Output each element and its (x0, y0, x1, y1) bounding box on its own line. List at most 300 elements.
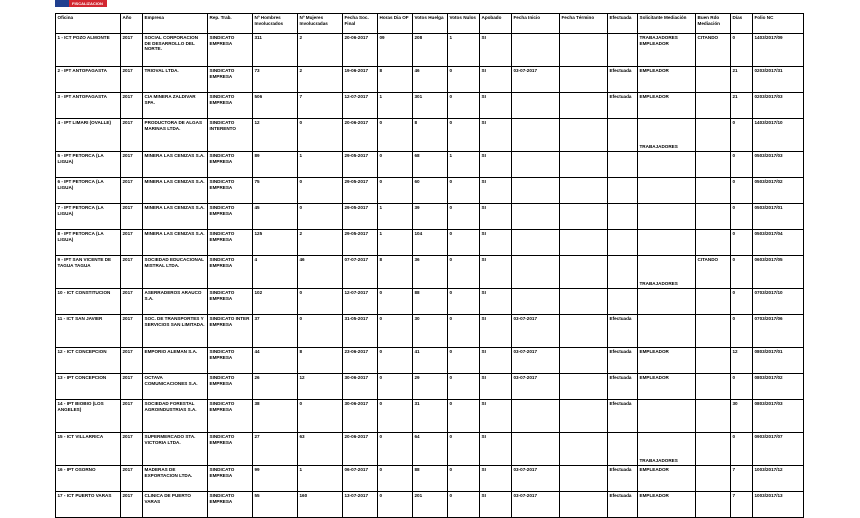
cell-horas: 8 (378, 67, 413, 93)
cell-dias: 0 (731, 34, 753, 67)
cell-mujeres: 0 (298, 400, 343, 433)
cell-fecha-inicio: 03-07-2017 (512, 492, 560, 518)
cell-folio: 0203/2017/03 (753, 93, 804, 119)
cell-votos-nulos: 0 (448, 433, 480, 466)
cell-fecha-inicio (512, 152, 560, 178)
cell-votos-nulos: 0 (448, 93, 480, 119)
cell-efectuada: Efectuada (608, 374, 638, 400)
cell-buen-rdo (696, 315, 731, 348)
cell-empresa: ASERRADEROS ARAUCO S.A. (143, 289, 208, 315)
cell-aprobado: SI (480, 67, 512, 93)
cell-fecha-inicio: 03-07-2017 (512, 466, 560, 492)
cell-aprobado: SI (480, 119, 512, 152)
table-row (56, 204, 804, 230)
header-row (56, 14, 804, 34)
cell-efectuada: Efectuada (608, 315, 638, 348)
cell-rep-trab: SINDICATO EMPRESA (208, 400, 253, 433)
cell-aprobado: SI (480, 492, 512, 518)
cell-anio: 2017 (121, 93, 143, 119)
cell-fecha-inicio: 03-07-2017 (512, 348, 560, 374)
cell-folio: 0203/2017/31 (753, 67, 804, 93)
cell-votos-nulos: 0 (448, 204, 480, 230)
cell-horas: 0 (378, 400, 413, 433)
cell-buen-rdo (696, 152, 731, 178)
cell-empresa: PRODUCTORA DE ALGAS MARINAS LTDA. (143, 119, 208, 152)
cell-folio: 0803/2017/02 (753, 374, 804, 400)
cell-empresa: EMPORIO ALEMAN S.A. (143, 348, 208, 374)
cell-mujeres: 160 (298, 492, 343, 518)
cell-mujeres: 0 (298, 178, 343, 204)
cell-fecha-final: 20-06-2017 (343, 119, 378, 152)
cell-efectuada (608, 433, 638, 466)
cell-rep-trab: SINDICATO EMPRESA (208, 178, 253, 204)
cell-folio: 1003/2017/13 (753, 492, 804, 518)
cell-fecha-final: 29-05-2017 (343, 178, 378, 204)
cell-fecha-final: 20-06-2017 (343, 34, 378, 67)
col-header: Fecha Término (560, 14, 608, 34)
cell-fecha-final: 06-07-2017 (343, 466, 378, 492)
cell-efectuada (608, 230, 638, 256)
cell-dias: 0 (731, 119, 753, 152)
cell-fecha-final: 12-07-2017 (343, 93, 378, 119)
cell-votos-nulos: 0 (448, 230, 480, 256)
cell-dias: 0 (731, 433, 753, 466)
cell-solicitante: TRABAJADORES (638, 256, 696, 289)
cell-buen-rdo (696, 433, 731, 466)
cell-anio: 2017 (121, 256, 143, 289)
cell-efectuada: Efectuada (608, 492, 638, 518)
col-header: Folio NC (753, 14, 804, 34)
cell-mujeres: 12 (298, 374, 343, 400)
cell-votos-nulos: 1 (448, 34, 480, 67)
cell-fecha-termino (560, 374, 608, 400)
cell-dias: 21 (731, 67, 753, 93)
cell-fecha-termino (560, 178, 608, 204)
cell-hombres: 27 (253, 433, 298, 466)
cell-aprobado: SI (480, 289, 512, 315)
col-header: Votos Nulos (448, 14, 480, 34)
cell-solicitante: EMPLEADOR (638, 374, 696, 400)
cell-oficina: 14 - IPT BIOBIO (LOS ANGELES) (56, 400, 121, 433)
cell-hombres: 311 (253, 34, 298, 67)
cell-efectuada: Efectuada (608, 466, 638, 492)
cell-anio: 2017 (121, 315, 143, 348)
cell-votos-huelga: 36 (413, 256, 448, 289)
cell-votos-huelga: 201 (413, 492, 448, 518)
cell-oficina: 9 - IPT SAN VICENTE DE TAGUA TAGUA (56, 256, 121, 289)
cell-rep-trab: SINDICATO EMPRESA (208, 93, 253, 119)
cell-fecha-termino (560, 152, 608, 178)
cell-votos-nulos: 1 (448, 152, 480, 178)
table-row (56, 152, 804, 178)
cell-dias: 0 (731, 374, 753, 400)
cell-buen-rdo (696, 204, 731, 230)
cell-hombres: 12 (253, 119, 298, 152)
cell-hombres: 506 (253, 93, 298, 119)
cell-oficina: 2 - IPT ANTOFAGASTA (56, 67, 121, 93)
cell-anio: 2017 (121, 204, 143, 230)
cell-folio: 0703/2017/06 (753, 315, 804, 348)
cell-solicitante: EMPLEADOR (638, 67, 696, 93)
table-row (56, 433, 804, 466)
cell-horas: 0 (378, 315, 413, 348)
col-header: Nº Hombres Involucrados (253, 14, 298, 34)
cell-votos-nulos: 0 (448, 178, 480, 204)
cell-mujeres: 63 (298, 433, 343, 466)
cell-anio: 2017 (121, 67, 143, 93)
cell-buen-rdo (696, 93, 731, 119)
cell-aprobado: SI (480, 348, 512, 374)
cell-oficina: 17 - ICT PUERTO VARAS (56, 492, 121, 518)
cell-horas: 0 (378, 152, 413, 178)
cell-hombres: 37 (253, 315, 298, 348)
cell-buen-rdo (696, 466, 731, 492)
col-header: Nº Mujeres Involucradas (298, 14, 343, 34)
cell-efectuada (608, 204, 638, 230)
cell-votos-huelga: 41 (413, 348, 448, 374)
cell-folio: 0503/2017/04 (753, 230, 804, 256)
cell-horas: 0 (378, 348, 413, 374)
cell-votos-huelga: 88 (413, 466, 448, 492)
cell-mujeres: 1 (298, 152, 343, 178)
cell-hombres: 73 (253, 67, 298, 93)
cell-fecha-termino (560, 204, 608, 230)
cell-mujeres: 7 (298, 93, 343, 119)
cell-oficina: 6 - IPT PETORCA (LA LIGUA) (56, 178, 121, 204)
cell-horas: 1 (378, 93, 413, 119)
table-row (56, 34, 804, 67)
cell-hombres: 75 (253, 178, 298, 204)
cell-votos-huelga: 46 (413, 67, 448, 93)
cell-hombres: 4 (253, 256, 298, 289)
cell-dias: 0 (731, 230, 753, 256)
cell-solicitante (638, 178, 696, 204)
cell-empresa: SOC. DE TRANSPORTES Y SERVICIOS SAN LIMITADA. (143, 315, 208, 348)
cell-anio: 2017 (121, 119, 143, 152)
cell-fecha-termino (560, 93, 608, 119)
cell-folio: 1403/2017/09 (753, 34, 804, 67)
cell-votos-huelga: 104 (413, 230, 448, 256)
cell-fecha-inicio: 03-07-2017 (512, 315, 560, 348)
cell-solicitante: EMPLEADOR (638, 466, 696, 492)
cell-horas: 0 (378, 289, 413, 315)
cell-anio: 2017 (121, 433, 143, 466)
cell-votos-huelga: 68 (413, 152, 448, 178)
logo-text: FISCALIZACION (72, 1, 103, 6)
cell-mujeres: 0 (298, 119, 343, 152)
cell-mujeres: 0 (298, 289, 343, 315)
cell-empresa: TRIOVAL LTDA. (143, 67, 208, 93)
cell-solicitante: EMPLEADOR (638, 93, 696, 119)
cell-fecha-inicio (512, 204, 560, 230)
cell-empresa: CIA MINERA ZALDIVAR SPA. (143, 93, 208, 119)
cell-votos-huelga: 31 (413, 400, 448, 433)
col-header: Fecha Soc. Final (343, 14, 378, 34)
cell-fecha-final: 29-05-2017 (343, 204, 378, 230)
cell-solicitante (638, 289, 696, 315)
cell-aprobado: SI (480, 34, 512, 67)
cell-empresa: MINERA LAS CENIZAS S.A. (143, 152, 208, 178)
cell-mujeres: 0 (298, 315, 343, 348)
cell-efectuada: Efectuada (608, 400, 638, 433)
cell-mujeres: 0 (298, 204, 343, 230)
cell-fecha-termino (560, 230, 608, 256)
cell-empresa: SOCIAL CORPORACION DE DESARROLLO DEL NORTE. (143, 34, 208, 67)
cell-fecha-final: 29-05-2017 (343, 152, 378, 178)
cell-mujeres: 2 (298, 230, 343, 256)
cell-votos-nulos: 0 (448, 348, 480, 374)
cell-rep-trab: SINDICATO EMPRESA (208, 466, 253, 492)
logo (55, 0, 107, 7)
cell-solicitante: TRABAJADORES (638, 433, 696, 466)
cell-rep-trab: SINDICATO EMPRESA (208, 204, 253, 230)
cell-rep-trab: SINDICATO INTER EMPRESA (208, 315, 253, 348)
cell-buen-rdo (696, 400, 731, 433)
cell-fecha-final: 30-06-2017 (343, 400, 378, 433)
col-header: Solicitante Mediación (638, 14, 696, 34)
cell-votos-nulos: 0 (448, 67, 480, 93)
cell-fecha-termino (560, 492, 608, 518)
cell-solicitante (638, 315, 696, 348)
cell-mujeres: 46 (298, 256, 343, 289)
cell-folio: 0603/2017/05 (753, 256, 804, 289)
cell-dias: 0 (731, 315, 753, 348)
cell-oficina: 5 - IPT PETORCA (LA LIGUA) (56, 152, 121, 178)
cell-votos-huelga: 60 (413, 178, 448, 204)
cell-aprobado: SI (480, 178, 512, 204)
cell-votos-huelga: 64 (413, 433, 448, 466)
cell-anio: 2017 (121, 492, 143, 518)
cell-fecha-termino (560, 67, 608, 93)
col-header: Días (731, 14, 753, 34)
cell-fecha-inicio (512, 230, 560, 256)
cell-fecha-termino (560, 119, 608, 152)
cell-efectuada (608, 289, 638, 315)
cell-aprobado: SI (480, 400, 512, 433)
cell-dias: 30 (731, 400, 753, 433)
table-row (56, 256, 804, 289)
cell-aprobado: SI (480, 93, 512, 119)
cell-buen-rdo (696, 178, 731, 204)
cell-dias: 0 (731, 178, 753, 204)
col-header: Rep. Trab. (208, 14, 253, 34)
cell-buen-rdo: CITANDO (696, 256, 731, 289)
col-header: Oficina (56, 14, 121, 34)
cell-folio: 0503/2017/03 (753, 152, 804, 178)
cell-mujeres: 1 (298, 466, 343, 492)
col-header: Votos Huelga (413, 14, 448, 34)
cell-hombres: 45 (253, 204, 298, 230)
cell-buen-rdo: CITANDO (696, 34, 731, 67)
cell-votos-huelga: 39 (413, 204, 448, 230)
cell-empresa: MADERAS DE EXPORTACION LTDA. (143, 466, 208, 492)
cell-fecha-inicio (512, 256, 560, 289)
cell-dias: 7 (731, 466, 753, 492)
cell-fecha-final: 23-06-2017 (343, 348, 378, 374)
cell-votos-nulos: 0 (448, 256, 480, 289)
cell-solicitante (638, 400, 696, 433)
cell-dias: 21 (731, 93, 753, 119)
cell-fecha-termino (560, 289, 608, 315)
cell-rep-trab: SINDICATO EMPRESA (208, 433, 253, 466)
cell-fecha-inicio (512, 178, 560, 204)
col-header: Buen Rdo Mediación (696, 14, 731, 34)
cell-empresa: MINERA LAS CENIZAS S.A. (143, 230, 208, 256)
cell-oficina: 11 - ICT SAN JAVIER (56, 315, 121, 348)
cell-mujeres: 8 (298, 348, 343, 374)
table-row (56, 178, 804, 204)
cell-buen-rdo (696, 119, 731, 152)
cell-oficina: 1 - ICT POZO ALMONTE (56, 34, 121, 67)
logo-blue-block (55, 0, 69, 7)
cell-empresa: MINERA LAS CENIZAS S.A. (143, 178, 208, 204)
cell-votos-nulos: 0 (448, 119, 480, 152)
col-header: Empresa (143, 14, 208, 34)
cell-votos-nulos: 0 (448, 289, 480, 315)
cell-folio: 0803/2017/01 (753, 348, 804, 374)
cell-aprobado: SI (480, 466, 512, 492)
cell-oficina: 15 - ICT VILLARRICA (56, 433, 121, 466)
cell-fecha-final: 19-06-2017 (343, 67, 378, 93)
cell-efectuada (608, 256, 638, 289)
cell-aprobado: SI (480, 374, 512, 400)
cell-dias: 7 (731, 492, 753, 518)
cell-votos-huelga: 29 (413, 374, 448, 400)
cell-efectuada (608, 34, 638, 67)
cell-votos-huelga: 301 (413, 93, 448, 119)
cell-fecha-termino (560, 256, 608, 289)
cell-anio: 2017 (121, 230, 143, 256)
cell-fecha-termino (560, 433, 608, 466)
cell-buen-rdo (696, 230, 731, 256)
table-row (56, 119, 804, 152)
cell-solicitante: EMPLEADOR (638, 348, 696, 374)
cell-hombres: 38 (253, 400, 298, 433)
cell-aprobado: SI (480, 433, 512, 466)
cell-efectuada: Efectuada (608, 67, 638, 93)
cell-dias: 0 (731, 256, 753, 289)
cell-aprobado: SI (480, 230, 512, 256)
cell-folio: 0903/2017/07 (753, 433, 804, 466)
cell-rep-trab: SINDICATO INTERENTO (208, 119, 253, 152)
cell-anio: 2017 (121, 178, 143, 204)
cell-fecha-inicio (512, 433, 560, 466)
cell-rep-trab: SINDICATO EMPRESA (208, 34, 253, 67)
cell-fecha-final: 07-07-2017 (343, 256, 378, 289)
cell-hombres: 102 (253, 289, 298, 315)
table-row (56, 289, 804, 315)
cell-rep-trab: SINDICATO EMPRESA (208, 348, 253, 374)
cell-oficina: 3 - IPT ANTOFAGASTA (56, 93, 121, 119)
cell-horas: 0 (378, 492, 413, 518)
cell-anio: 2017 (121, 466, 143, 492)
cell-efectuada (608, 152, 638, 178)
cell-solicitante: TRABAJADORES EMPLEADOR (638, 34, 696, 67)
cell-horas: 0 (378, 119, 413, 152)
logo-red-block (69, 0, 107, 7)
cell-oficina: 16 - IPT OSORNO (56, 466, 121, 492)
cell-anio: 2017 (121, 374, 143, 400)
cell-oficina: 4 - IPT LIMARI (OVALLE) (56, 119, 121, 152)
cell-oficina: 13 - IPT CONCEPCION (56, 374, 121, 400)
cell-votos-huelga: 8 (413, 119, 448, 152)
cell-buen-rdo (696, 492, 731, 518)
cell-rep-trab: SINDICATO EMPRESA (208, 289, 253, 315)
cell-aprobado: SI (480, 256, 512, 289)
huelgas-table (55, 13, 804, 518)
cell-aprobado: SI (480, 315, 512, 348)
cell-oficina: 8 - IPT PETORCA (LA LIGUA) (56, 230, 121, 256)
cell-folio: 0803/2017/03 (753, 400, 804, 433)
cell-efectuada (608, 119, 638, 152)
cell-mujeres: 2 (298, 34, 343, 67)
cell-votos-nulos: 0 (448, 492, 480, 518)
cell-fecha-inicio (512, 400, 560, 433)
cell-oficina: 12 - ICT CONCEPCION (56, 348, 121, 374)
cell-fecha-final: 31-05-2017 (343, 315, 378, 348)
cell-folio: 0503/2017/02 (753, 178, 804, 204)
col-header: Apobado (480, 14, 512, 34)
cell-fecha-inicio: 03-07-2017 (512, 67, 560, 93)
table-row (56, 466, 804, 492)
cell-rep-trab: SINDICATO EMPRESA (208, 152, 253, 178)
cell-fecha-final: 30-06-2017 (343, 374, 378, 400)
cell-folio: 0703/2017/10 (753, 289, 804, 315)
table-row (56, 492, 804, 518)
cell-solicitante: EMPLEADOR (638, 492, 696, 518)
cell-votos-huelga: 30 (413, 315, 448, 348)
cell-fecha-termino (560, 400, 608, 433)
cell-anio: 2017 (121, 289, 143, 315)
cell-hombres: 55 (253, 492, 298, 518)
col-header: Horas Dia OF (378, 14, 413, 34)
cell-votos-huelga: 88 (413, 289, 448, 315)
table-row (56, 348, 804, 374)
cell-rep-trab: SINDICATO EMPRESA (208, 374, 253, 400)
table-row (56, 230, 804, 256)
cell-folio: 1403/2017/10 (753, 119, 804, 152)
col-header: Fecha Inicio (512, 14, 560, 34)
cell-fecha-final: 13-07-2017 (343, 492, 378, 518)
cell-folio: 1003/2017/12 (753, 466, 804, 492)
cell-votos-nulos: 0 (448, 315, 480, 348)
cell-horas: 0 (378, 433, 413, 466)
cell-folio: 0503/2017/01 (753, 204, 804, 230)
cell-solicitante (638, 204, 696, 230)
cell-votos-huelga: 208 (413, 34, 448, 67)
cell-efectuada: Efectuada (608, 93, 638, 119)
cell-anio: 2017 (121, 152, 143, 178)
cell-buen-rdo (696, 348, 731, 374)
cell-fecha-inicio (512, 93, 560, 119)
cell-fecha-inicio (512, 34, 560, 67)
cell-horas: 0 (378, 374, 413, 400)
cell-hombres: 26 (253, 374, 298, 400)
cell-buen-rdo (696, 374, 731, 400)
cell-hombres: 125 (253, 230, 298, 256)
cell-votos-nulos: 0 (448, 374, 480, 400)
cell-fecha-final: 20-06-2017 (343, 433, 378, 466)
cell-aprobado: SI (480, 204, 512, 230)
cell-oficina: 10 - ICT CONSTITUCION (56, 289, 121, 315)
cell-dias: 0 (731, 289, 753, 315)
cell-empresa: SUPERMERCADO STA. VICTORIA LTDA. (143, 433, 208, 466)
cell-empresa: SOCIEDAD EDUCACIONAL MISTRAL LTDA. (143, 256, 208, 289)
cell-horas: 1 (378, 230, 413, 256)
table-row (56, 400, 804, 433)
table-row (56, 315, 804, 348)
cell-solicitante: TRABAJADORES (638, 119, 696, 152)
